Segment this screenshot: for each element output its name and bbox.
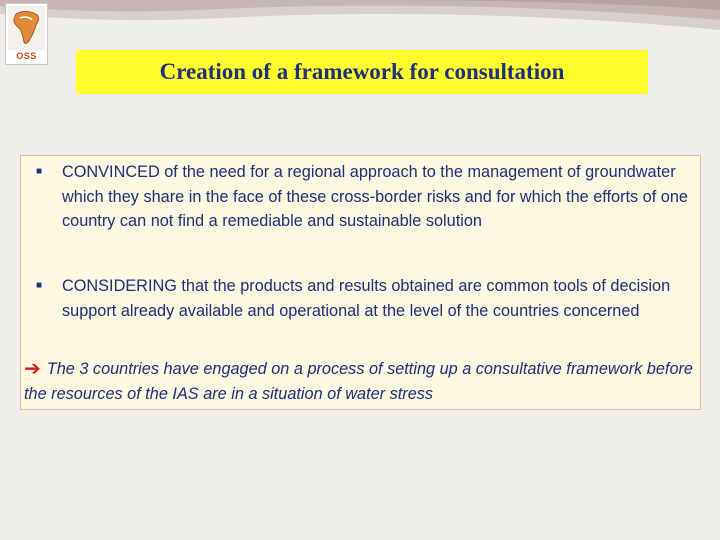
square-bullet-icon: ■ — [36, 280, 43, 291]
bullet-text: CONVINCED of the need for a regional approach to the management of groundwater which they share in the face of these cross-border risks and for which the efforts of one country can not find a remediable and sustainable solution — [62, 163, 688, 230]
title-bar — [76, 50, 648, 94]
conclusion-statement — [24, 357, 700, 407]
conclusion-text: The 3 countries have engaged on a process of setting up a consultative framework before the resources of the IAS are in a situation of water stress — [24, 360, 693, 403]
right-arrow-icon: ➔ — [24, 358, 41, 380]
africa-map-icon — [6, 4, 47, 52]
bullet-text: CONSIDERING that the products and results obtained are common tools of decision support already available and operational at the level of the countries concerned — [62, 277, 671, 320]
square-bullet-icon: ■ — [36, 166, 43, 177]
slide-title: Creation of a framework for consultation — [159, 59, 565, 84]
bullet-item-convinced — [36, 160, 696, 234]
bullet-item-considering — [36, 274, 696, 323]
oss-logo — [5, 3, 48, 65]
logo-text: OSS — [16, 51, 37, 61]
